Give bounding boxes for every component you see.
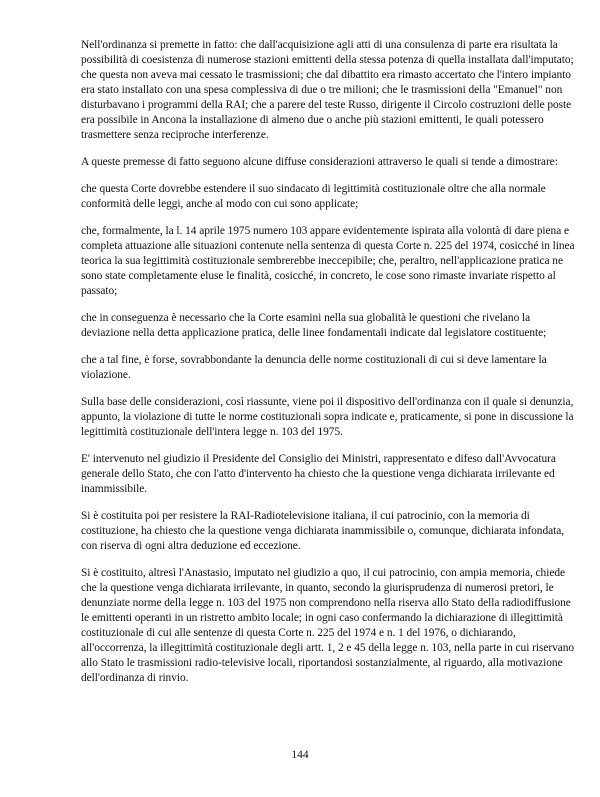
document-body [81, 38, 581, 698]
paragraph-costituzione-rai: Si è costituita poi per resistere la RAI-Radiotelevisione italiana, il cui patrocinio, con la memoria di costituzione, ha chiesto che la questione venga dichiarata inammissibile o, comunque, dichiarata infondata, con riserva di ogni altra deduzione ed eccezione. [81, 510, 565, 552]
paragraph-facts: Nell'ordinanza si premette in fatto: che dall'acquisizione agli atti di una consulenza di parte era risultata la possibilità di coesistenza di numerose stazioni emittenti della stessa potenza di quella installata dall'imputato; che questa non aveva mai cessato le trasmissioni; che dal dibattito era rimasto accertato che l'intero impianto era stato installato con una spesa complessiva di due o tre milioni; che le trasmissioni della "Emanuel" non disturbavano i programmi della RAI; che a parere del teste Russo, dirigente il Circolo costruzioni delle poste era possibile in Ancona la installazione di almeno due o anche più stazioni emittenti, le quali potessero trasmettere senza reciproche interferenze. [81, 39, 574, 141]
page-number: 144 [291, 749, 309, 761]
paragraph-premises-intro: A queste premesse di fatto seguono alcune diffuse considerazioni attraverso le quali si tende a dimostrare: [81, 156, 558, 168]
paragraph-consideration-2: che, formalmente, la l. 14 aprile 1975 numero 103 appare evidentemente ispirata alla volontà di dare piena e completa attuazione alle situazioni contenute nella sentenza di questa Corte n. 225 del 1974, cosicché in linea teorica la sua legittimità costituzionale sembrerebbe ineccepibile; che, peraltro, nell'applicazione pratica ne sono state completamente eluse le finalità, cosicché, in concreto, le cose sono rimaste invariate rispetto al passato; [81, 225, 575, 297]
paragraph-consideration-3: che in conseguenza è necessario che la Corte esamini nella sua globalità le questioni che rivelano la deviazione nella detta applicazione pratica, delle linee fondamentali indicate dal legislatore costituente; [81, 312, 547, 339]
paragraph-intervento-presidente: E' intervenuto nel giudizio il Presidente del Consiglio dei Ministri, rappresentato e difeso dall'Avvocatura generale dello Stato, che con l'atto d'intervento ha chiesto che la questione venga dichiarata irrilevante ed inammissibile. [81, 453, 556, 495]
paragraph-costituzione-anastasio: Si è costituito, altresì l'Anastasio, imputato nel giudizio a quo, il cui patrocinio, con ampia memoria, chiede che la questione venga dichiarata irrilevante, in quanto, secondo la giurisprudenza di numerosi pretori, le denunziate norme della legge n. 103 del 1975 non comprendono nella riserva allo Stato della radiodiffusione le emittenti operanti in un ristretto ambito locale; in ogni caso confermando la dichiarazione di illegittimità costituzionale di cui alle sentenze di questa Corte n. 225 del 1974 e n. 1 del 1976, o dichiarando, all'occorrenza, la illegittimità costituzionale degli artt. 1, 2 e 45 della legge n. 103, nella parte in cui riservano allo Stato le trasmissioni radio-televisive locali, riportandosi sostanzialmente, al riguardo, alla motivazione dell'ordinanza di rinvio. [81, 567, 575, 684]
paragraph-consideration-1: che questa Corte dovrebbe estendere il suo sindacato di legittimità costituzionale oltre che alla normale conformità delle leggi, anche al modo con cui sono applicate; [81, 183, 546, 210]
paragraph-dispositivo: Sulla base delle considerazioni, così riassunte, viene poi il dispositivo dell'ordinanza con il quale si denunzia, appunto, la violazione di tutte le norme costituzionali sopra indicate e, praticamente, si pone in discussione la legittimità costituzionale dell'intera legge n. 103 del 1975. [81, 396, 574, 438]
paragraph-consideration-4: che a tal fine, è forse, sovrabbondante la denuncia delle norme costituzionali di cui si deve lamentare la violazione. [81, 354, 547, 381]
